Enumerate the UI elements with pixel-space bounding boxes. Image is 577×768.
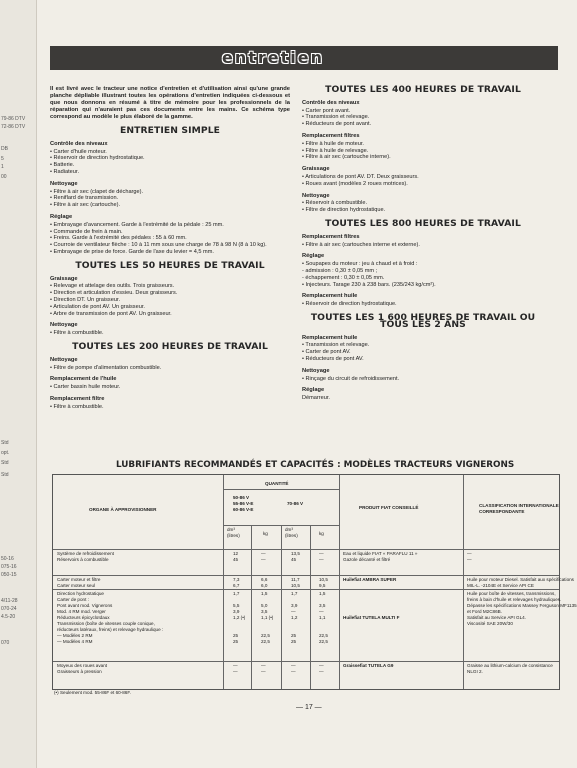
organe-text: — Modèles 4 RM: [57, 639, 93, 644]
unit-header: dm³: [227, 527, 235, 532]
list-item: • Filtre à huile de moteur.: [302, 140, 364, 147]
quantity-value: —: [291, 669, 296, 674]
product-text: Graissefiat TUTELA G9: [343, 663, 394, 668]
table-rule: [223, 489, 339, 490]
list-item: • Batterie.: [50, 162, 75, 169]
margin-fragment: Std: [1, 460, 9, 466]
list-item: • Relevage et attelage des outils. Trois graisseurs.: [50, 283, 175, 290]
list-item: • Réducteurs de pont AV.: [302, 355, 364, 362]
product-text: Huilefiat TUTELA MULTI F: [343, 615, 400, 620]
unit-header: dm³: [285, 527, 293, 532]
organe-text: Carter moteur seul: [57, 583, 96, 588]
quantity-value: —: [261, 663, 266, 668]
margin-fragment: 050-15: [1, 572, 17, 578]
quantity-value: 7,3: [233, 577, 240, 582]
quantity-value: 3,9: [291, 603, 298, 608]
list-item: • Direction DT. Un graisseur.: [50, 296, 121, 303]
quantity-value: —: [261, 557, 266, 562]
table-footnote: (•) Seulement mod. 55-86F et 60-86F.: [54, 690, 131, 695]
lubricants-table-title: LUBRIFIANTS RECOMMANDÉS ET CAPACITÉS : MODÈLES TRACTEURS VIGNERONS: [116, 460, 515, 470]
right-sections: [302, 84, 544, 402]
quantity-value: —: [261, 551, 266, 556]
list-item: - admission : 0,30 ± 0,05 mm ;: [302, 267, 378, 274]
list-item: • Embrayage de prise de force. Garde de l'axe du levier = 4,5 mm.: [50, 248, 214, 255]
list-item: • Réservoir à combustible.: [302, 200, 368, 207]
quantity-value: 3,5: [261, 609, 268, 614]
list-item: • Carter de pont AV.: [302, 349, 351, 356]
margin-fragment: 72-86 DTV: [1, 124, 26, 130]
quantity-value: 22,5: [261, 639, 270, 644]
subheading: Réglage: [50, 213, 73, 220]
unit-header: kg: [319, 531, 324, 536]
column-header: ORGANE À APPROVISIONNER: [89, 507, 157, 512]
organe-text: réducteurs latéraux, freins) et relevage hydraulique :: [57, 627, 164, 632]
organe-text: — Modèles 2 RM: [57, 633, 93, 638]
list-item: • Courroie de ventilateur flèche : 10 à 11 mm sous une charge de 78 à 98 N (8 à 10 kg).: [50, 242, 267, 249]
subheading: Nettoyage: [50, 180, 78, 187]
list-item: • Roues avant (modèles 2 roues motrices).: [302, 180, 408, 187]
unit-header: (litres): [285, 533, 298, 538]
table-rule: [53, 661, 559, 662]
unit-header: (litres): [227, 533, 240, 538]
margin-fragment: DB: [1, 146, 8, 152]
classification-text: Satisfait au Service API GL4.: [467, 615, 526, 620]
quantity-value: —: [261, 669, 266, 674]
quantity-value: —: [319, 557, 324, 562]
lubricants-table: [52, 474, 577, 690]
quantity-value: 1,5: [319, 591, 326, 596]
section-heading: TOUTES LES 800 HEURES DE TRAVAIL: [325, 217, 521, 229]
table-rule: [53, 549, 559, 550]
quantity-value: 3,5: [319, 603, 326, 608]
list-item: • Commande de frein à main.: [50, 228, 123, 235]
list-item: • Rinçage du circuit de refroidissement.: [302, 375, 400, 382]
margin-fragment: 070: [1, 640, 10, 646]
subheading: Réglage: [302, 253, 325, 260]
organe-text: Moyeux des roues avant: [57, 663, 108, 668]
column-header: 50-86 V: [233, 495, 250, 500]
list-item: • Injecteurs. Tarage 230 à 238 bars. (235/243 kg/cm²).: [302, 281, 436, 288]
subheading: Remplacement filtres: [302, 233, 360, 240]
organe-text: Pont avant mod. Vignerons: [57, 603, 113, 608]
column-header: 60-86 V-E: [233, 507, 254, 512]
table-rule: [223, 475, 224, 689]
quantity-value: 1,1: [319, 615, 326, 620]
column-header: CLASSIFICATION INTERNATIONALE: [479, 503, 559, 508]
quantity-value: 45: [233, 557, 239, 562]
classification-text: freins à bain d'huile et relevages hydrauliques.: [467, 597, 562, 602]
quantity-value: 45: [291, 557, 297, 562]
subheading: Nettoyage: [50, 322, 78, 329]
margin-fragment: 50-16: [1, 556, 14, 562]
margin-fragment: 4/11-28: [1, 598, 18, 604]
classification-text: Viscosité SAE 20W/30: [467, 621, 513, 626]
table-rule: [339, 475, 340, 689]
quantity-value: 25: [233, 633, 239, 638]
quantity-value: —: [291, 609, 296, 614]
list-item: • Filtre de pompe d'alimentation combustible.: [50, 364, 162, 371]
quantity-value: 1,2: [291, 615, 298, 620]
subheading: Graissage: [302, 166, 330, 173]
list-item: • Articulations de pont AV. DT. Deux graisseurs.: [302, 173, 419, 180]
column-header: 70-86 V: [287, 501, 304, 506]
quantity-value: 1,7: [291, 591, 298, 596]
margin-fragment: 00: [1, 174, 7, 180]
classification-text: —: [467, 557, 472, 562]
column-header: QUANTITÉ: [265, 481, 289, 486]
quantity-value: —: [319, 663, 324, 668]
column-header: CORRESPONDANTE: [479, 509, 525, 514]
subheading: Réglage: [302, 387, 325, 394]
column-header: 55-86 V-E: [233, 501, 254, 506]
margin-fragment: 075-16: [1, 564, 17, 570]
list-item: • Freins. Garde à l'extrémité des pédales : 55 à 60 mm.: [50, 235, 187, 242]
list-item: • Filtre à air sec (cartouche interne).: [302, 154, 391, 161]
subheading: Remplacement filtre: [50, 395, 105, 402]
left-column: [50, 86, 290, 411]
subheading: Remplacement filtres: [302, 132, 360, 139]
product-text: Gazole décanté et filtré: [343, 557, 391, 562]
organe-text: Réducteurs épicycloïdaux: [57, 615, 110, 620]
quantity-value: 1,1 (•): [261, 615, 274, 620]
quantity-value: 10,5: [291, 583, 300, 588]
margin-fragment: Std: [1, 472, 9, 478]
unit-header: kg: [263, 531, 268, 536]
subheading: Nettoyage: [50, 356, 78, 363]
column-header: PRODUIT FIAT CONSEILLÉ: [359, 505, 419, 510]
margin-fragment: 1: [1, 164, 4, 170]
organe-text: Réservoirs à combustible: [57, 557, 109, 562]
section-heading: TOUTES LES 200 HEURES DE TRAVAIL: [72, 340, 268, 352]
right-column: [302, 80, 544, 402]
list-item: • Transmission et relevage.: [302, 114, 370, 121]
organe-text: Carter moteur et filtre: [57, 577, 101, 582]
list-item: • Reniflard de transmission.: [50, 195, 119, 202]
section-heading: TOUTES LES 50 HEURES DE TRAVAIL: [75, 259, 265, 271]
list-item: • Filtre à combustible.: [50, 403, 104, 410]
quantity-value: 22,5: [319, 639, 328, 644]
section-heading: ENTRETIEN SIMPLE: [119, 125, 221, 136]
quantity-value: 5,5: [233, 603, 240, 608]
list-item: • Filtre à air sec (clapet de décharge).: [50, 188, 144, 195]
list-item: • Filtre de direction hydrostatique.: [302, 207, 386, 214]
quantity-value: 22,5: [261, 633, 270, 638]
quantity-value: 11,7: [291, 577, 300, 582]
list-item: • Carter pont avant.: [302, 107, 351, 114]
quantity-value: 1,2 (•): [233, 615, 246, 620]
list-item: • Filtre à air sec (cartouche).: [50, 202, 121, 209]
classification-text: MIL-L. -2104E et Service API CE: [467, 583, 534, 588]
list-item: • Réservoir de direction hydrostatique.: [50, 155, 145, 162]
organe-text: Transmission (boîte de vitesses couple conique,: [57, 621, 155, 626]
organe-text: Carter de pont :: [57, 597, 89, 602]
quantity-value: 25: [291, 633, 297, 638]
left-sections: [50, 125, 290, 411]
margin-fragment: opt.: [1, 450, 10, 456]
quantity-value: 25: [291, 639, 297, 644]
list-item: • Réducteurs de pont avant.: [302, 121, 372, 128]
margin-fragment: 5: [1, 156, 4, 162]
margin-fragment: 070-24: [1, 606, 17, 612]
margin-fragment: 4.5-20: [1, 614, 16, 620]
quantity-value: —: [319, 669, 324, 674]
quantity-value: 25: [233, 639, 239, 644]
list-item: Démarreur.: [302, 395, 330, 402]
list-item: • Filtre à air sec (cartouches interne et externe).: [302, 241, 420, 248]
list-item: • Filtre à huile de relevage.: [302, 147, 369, 154]
quantity-value: 10,5: [319, 577, 328, 582]
classification-text: NLGI 2.: [467, 669, 483, 674]
quantity-value: 5,0: [261, 603, 268, 608]
quantity-value: —: [233, 669, 238, 674]
quantity-value: 9,5: [319, 583, 326, 588]
page-number: — 17 —: [296, 704, 322, 711]
list-item: • Transmission et relevage.: [302, 342, 370, 349]
quantity-value: 12: [233, 551, 239, 556]
quantity-value: 1,7: [233, 591, 240, 596]
section-title: entretien: [222, 48, 325, 67]
table-rule: [53, 575, 559, 576]
classification-text: Huile pour moteur Diesel. Satisfait aux spécifications: [467, 577, 574, 582]
subheading: Nettoyage: [302, 367, 330, 374]
organe-text: Graisseurs à pression: [57, 669, 102, 674]
organe-text: Direction hydrostatique: [57, 591, 104, 596]
page: [38, 0, 577, 768]
subheading: Nettoyage: [302, 192, 330, 199]
subheading: Remplacement huile: [302, 293, 358, 300]
classification-text: et Ford M2C86B.: [467, 609, 502, 614]
table-rule: [463, 475, 464, 689]
list-item: • Filtre à combustible.: [50, 330, 104, 337]
list-item: • Soupapes du moteur : jeu à chaud et à froid :: [302, 261, 418, 268]
subheading: Remplacement de l'huile: [50, 376, 117, 383]
margin-fragment: 79-86 DTV: [1, 116, 26, 122]
classification-text: Graisse au lithium-calcium de consistance: [467, 663, 553, 668]
section-heading: TOUTES LES 1 600 HEURES DE TRAVAIL OU TOUS LES 2 ANS: [310, 311, 536, 330]
quantity-value: 13,5: [291, 551, 300, 556]
list-item: • Carter bassin huile moteur.: [50, 384, 121, 391]
organe-text: Système de refroidissement: [57, 551, 114, 556]
quantity-value: —: [233, 663, 238, 668]
list-item: • Radiateur.: [50, 168, 80, 175]
list-item: • Embrayage d'avancement. Garde à l'extrémité de la pédale : 25 mm.: [50, 221, 224, 228]
quantity-value: —: [291, 663, 296, 668]
list-item: - échappement : 0,30 ± 0,05 mm.: [302, 274, 385, 281]
list-item: • Réservoir de direction hydrostatique.: [302, 301, 397, 308]
list-item: • Direction et articulation d'essieu. Deux graisseurs.: [50, 290, 178, 297]
table-rule: [223, 525, 339, 526]
quantity-value: —: [319, 551, 324, 556]
list-item: • Carter d'huile moteur.: [50, 148, 107, 155]
quantity-value: —: [319, 609, 324, 614]
section-heading: TOUTES LES 400 HEURES DE TRAVAIL: [325, 84, 521, 95]
classification-text: —: [467, 551, 472, 556]
quantity-value: 22,5: [319, 633, 328, 638]
quantity-value: 6,7: [233, 583, 240, 588]
section-header-bar: [50, 46, 558, 70]
quantity-value: 6,0: [261, 583, 268, 588]
organe-text: Mod. 4 RM mod. Verger: [57, 609, 106, 614]
quantity-value: 1,5: [261, 591, 268, 596]
margin-fragment: Std: [1, 440, 9, 446]
subheading: Contrôle des niveaux: [302, 99, 360, 106]
product-text: Eau et liquide FIAT « PARAFLU 11 »: [343, 551, 418, 556]
subheading: Contrôle des niveaux: [50, 140, 108, 147]
intro-paragraph: Il est livré avec le tracteur une notice d'entretien et d'utilisation ainsi qu'une grande planche dépliable illustrant toutes les opérations d'entretien indiquées ci-dessous et que nous donnons en résumé à titre de mémoire pour les professionnels de la réparation qui n'auraient pas ces documents entre les mains. Ce schéma type correspond au modèle le plus élaboré de la gamme.: [50, 86, 290, 120]
list-item: • Articulation de pont AV. Un graisseur.: [50, 303, 145, 310]
quantity-value: 3,9: [233, 609, 240, 614]
adjacent-page-strip: [0, 0, 37, 768]
subheading: Remplacement huile: [302, 334, 358, 341]
list-item: • Arbre de transmission de pont AV. Un graisseur.: [50, 310, 172, 317]
quantity-value: 6,6: [261, 577, 268, 582]
classification-text: Dépasse les spécifications Massey Ferguson MF1135: [467, 603, 577, 608]
table-rule: [53, 589, 559, 590]
product-text: Huilefiat AMBRA SUPER: [343, 577, 397, 582]
subheading: Graissage: [50, 275, 78, 282]
classification-text: Huile pour boîte de vitesses, transmissions,: [467, 591, 556, 596]
